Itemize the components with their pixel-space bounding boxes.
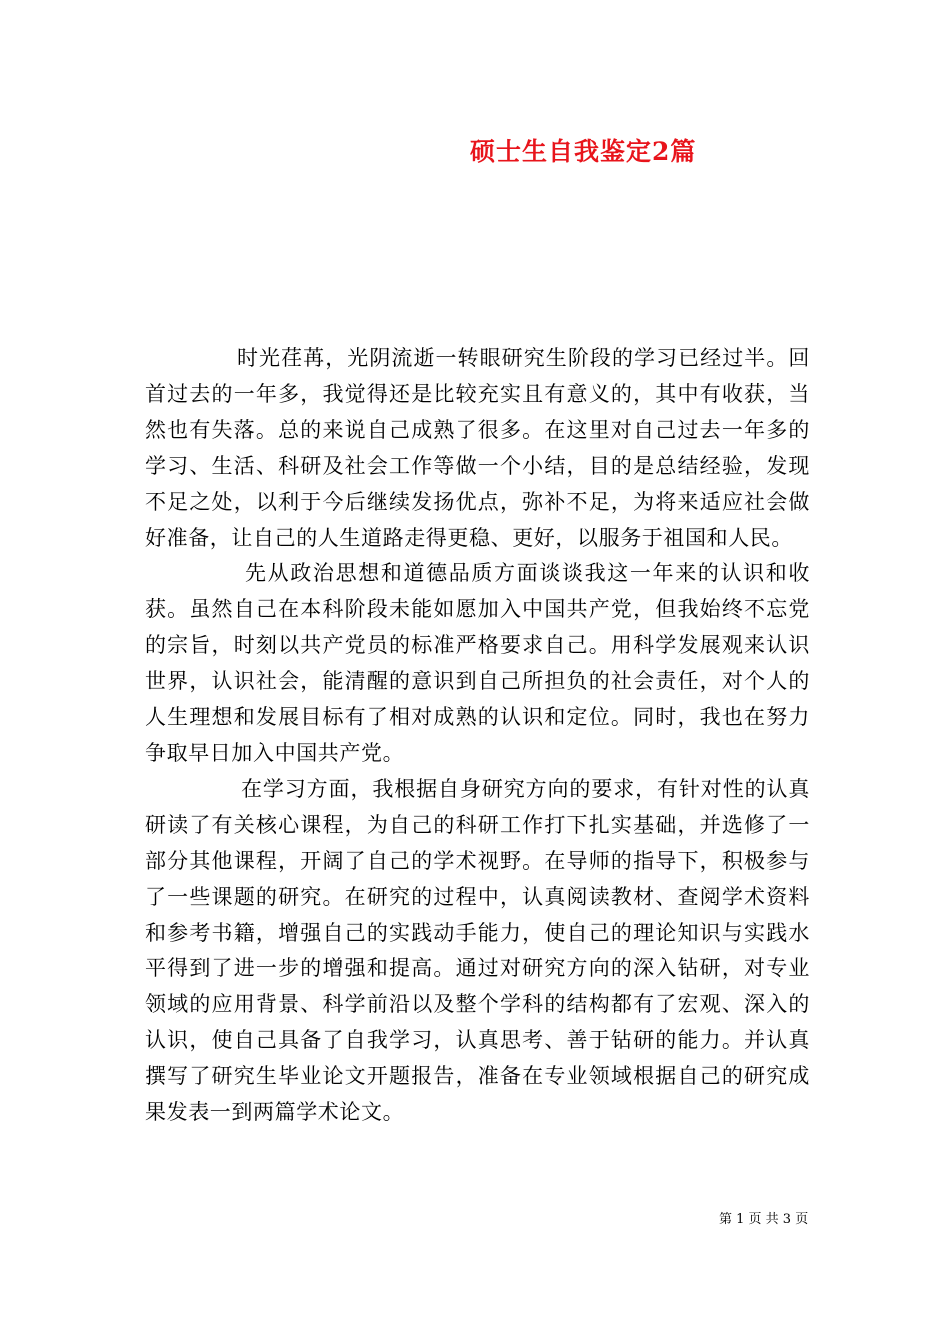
paragraph-3: 在学习方面，我根据自身研究方向的要求，有针对性的认真研读了有关核心课程，为自己的科研工作打下扎实基础，并选修了一部分其他课程，开阔了自己的学术视野。在导师的指导下，积极参与了一些课题的研究。在研究的过程中，认真阅读教材、查阅学术资料和参考书籍，增强自己的实践动手能力，使自己的理论知识与实践水平得到了进一步的增强和提高。通过对研究方向的深入钻研，对专业领域的应用背景、科学前沿以及整个学科的结构都有了宏观、深入的认识，使自己具备了自我学习，认真思考、善于钻研的能力。并认真撰写了研究生毕业论文开题报告，准备在专业领域根据自己的研究成果发表一到两篇学术论文。 [145, 776, 810, 1125]
paragraph-1: 时光荏苒，光阴流逝一转眼研究生阶段的学习已经过半。回首过去的一年多，我觉得还是比较充实且有意义的，其中有收获，当然也有失落。总的来说自己成熟了很多。在这里对自己过去一年多的学习、生活、科研及社会工作等做一个小结，目的是总结经验，发现不足之处，以利于今后继续发扬优点，弥补不足，为将来适应社会做好准备，让自己的人生道路走得更稳、更好，以服务于祖国和人民。 [145, 346, 810, 550]
document-title: 硕士生自我鉴定2篇 [470, 137, 697, 166]
page-number-footer: 第 1 页 共 3 页 [719, 1212, 809, 1227]
paragraph-2: 先从政治思想和道德品质方面谈谈我这一年来的认识和收获。虽然自己在本科阶段未能如愿加入中国共产党，但我始终不忘党的宗旨，时刻以共产党员的标准严格要求自己。用科学发展观来认识世界，认识社会，能清醒的意识到自己所担负的社会责任，对个人的人生理想和发展目标有了相对成熟的认识和定位。同时，我也在努力争取早日加入中国共产党。 [145, 561, 810, 765]
document-body [145, 341, 810, 1131]
